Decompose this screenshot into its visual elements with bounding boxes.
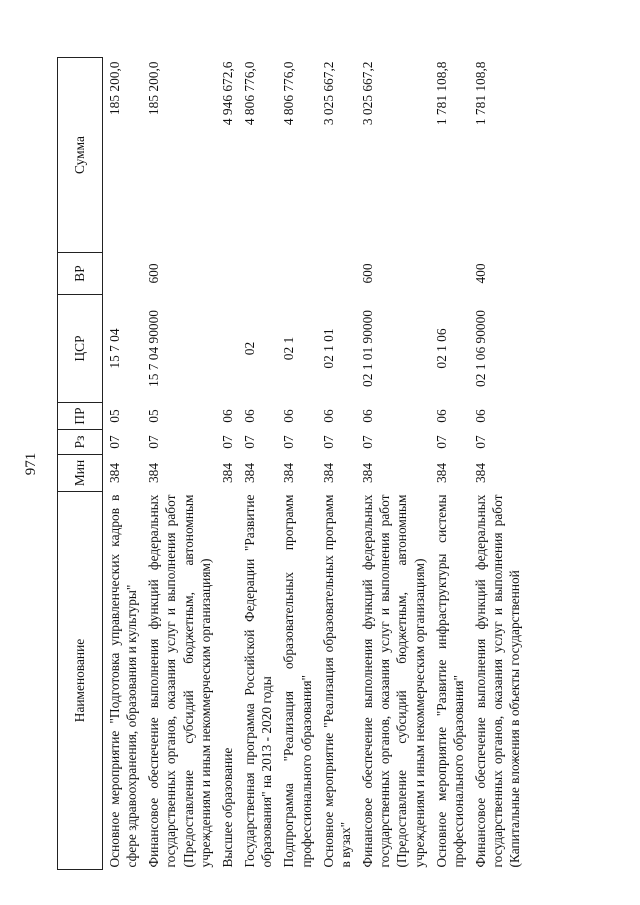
rotated-budget-table-sheet: [23, 58, 585, 870]
row-pr: 06: [360, 409, 376, 423]
row-vr: 400: [472, 263, 488, 284]
row-csr: 02 1 01 90000: [360, 310, 376, 387]
table-header-row: [58, 58, 103, 870]
row-min: 384: [360, 462, 376, 484]
row-rz: 07: [360, 435, 376, 449]
table-row: [430, 58, 469, 870]
row-min: 384: [281, 462, 297, 484]
page-number: 971: [23, 452, 39, 476]
table-row: [277, 58, 316, 870]
row-rz: 07: [433, 435, 449, 449]
row-vr: [216, 253, 238, 295]
header-rz: Рз: [58, 430, 103, 455]
row-sum: 1 781 108,8: [472, 61, 488, 126]
row-name: Финансовое обеспечение выполнения функций федеральных государственных органов, оказания услуг и выполнения работ (Предоставление субсидий бюджетным, автономным учреждениям и иным некоммерческим организациям): [360, 494, 427, 868]
row-vr: 600: [146, 263, 162, 284]
row-min: 384: [320, 462, 336, 484]
row-sum: 185 200,0: [107, 61, 122, 116]
table-row: [216, 58, 238, 870]
row-csr: 02: [242, 341, 258, 356]
row-name: Высшее образование: [219, 747, 235, 868]
row-rz: 07: [320, 435, 336, 449]
table-row: [356, 58, 430, 870]
row-rz: 07: [242, 435, 258, 449]
header-min: Мин: [58, 455, 103, 492]
row-sum: 1 781 108,8: [433, 61, 449, 126]
row-pr: 05: [107, 409, 122, 423]
row-vr: 600: [360, 263, 376, 284]
row-pr: 06: [242, 409, 258, 423]
header-name: Наименование: [58, 492, 103, 870]
table-row: [469, 58, 525, 870]
header-csr: ЦСР: [58, 295, 103, 403]
row-sum: 4 806 776,0: [281, 61, 297, 126]
row-csr: 02 1 06: [433, 328, 449, 369]
row-min: 384: [146, 462, 162, 484]
row-name: Финансовое обеспечение выполнения функций федеральных государственных органов, оказания услуг и выполнения работ (Капитальные вложения в объекты государственной: [472, 494, 523, 868]
row-name: Государственная программа Российской Федерации "Развитие образования" на 2013 - 2020 годы: [242, 494, 275, 868]
table-row: [142, 58, 216, 870]
budget-table: [57, 57, 525, 870]
row-name: Основное мероприятие "Подготовка управленческих кадров в сфере здравоохранения, образования и культуры": [107, 494, 140, 868]
row-rz: 07: [281, 435, 297, 449]
row-vr: [103, 253, 143, 295]
row-rz: 07: [146, 435, 162, 449]
row-pr: 06: [281, 409, 297, 423]
row-min: 384: [219, 462, 235, 484]
row-name: Основное мероприятие "Реализация образовательных программ в вузах": [320, 494, 353, 868]
row-rz: 07: [107, 435, 122, 449]
row-min: 384: [433, 462, 449, 484]
table-row: [317, 58, 356, 870]
header-vr: ВР: [58, 253, 103, 295]
header-sum: Сумма: [58, 58, 103, 253]
row-sum: 3 025 667,2: [360, 61, 376, 126]
row-vr: [430, 253, 469, 295]
row-vr: [277, 253, 316, 295]
row-min: 384: [107, 462, 122, 484]
row-min: 384: [242, 462, 258, 484]
row-pr: 06: [433, 409, 449, 423]
table-row: [103, 58, 143, 870]
row-pr: 06: [472, 409, 488, 423]
row-csr: 02 1 01: [320, 328, 336, 369]
row-vr: [317, 253, 356, 295]
row-csr: 15 7 04: [107, 328, 122, 369]
row-pr: 06: [219, 409, 235, 423]
row-csr: [216, 295, 238, 403]
header-pr: ПР: [58, 403, 103, 430]
table-row: [238, 58, 277, 870]
row-pr: 06: [320, 409, 336, 423]
row-sum: 185 200,0: [146, 61, 162, 116]
row-rz: 07: [219, 435, 235, 449]
row-name: Подпрограмма "Реализация образовательных программ профессионального образования": [281, 494, 314, 868]
row-name: Финансовое обеспечение выполнения функций федеральных государственных органов, оказания услуг и выполнения работ (Предоставление субсидий бюджетным, автономным учреждениям и иным некоммерческим организациям): [146, 494, 213, 868]
row-sum: 4 806 776,0: [242, 61, 258, 126]
row-rz: 07: [472, 435, 488, 449]
row-vr: [238, 253, 277, 295]
row-sum: 3 025 667,2: [320, 61, 336, 126]
row-sum: 4 946 672,6: [219, 61, 235, 126]
row-pr: 05: [146, 409, 162, 423]
row-csr: 15 7 04 90000: [146, 310, 162, 387]
row-name: Основное мероприятие "Развитие инфраструктуры системы профессионального образования": [433, 494, 466, 868]
row-csr: 02 1 06 90000: [472, 310, 488, 387]
row-csr: 02 1: [281, 336, 297, 361]
row-min: 384: [472, 462, 488, 484]
